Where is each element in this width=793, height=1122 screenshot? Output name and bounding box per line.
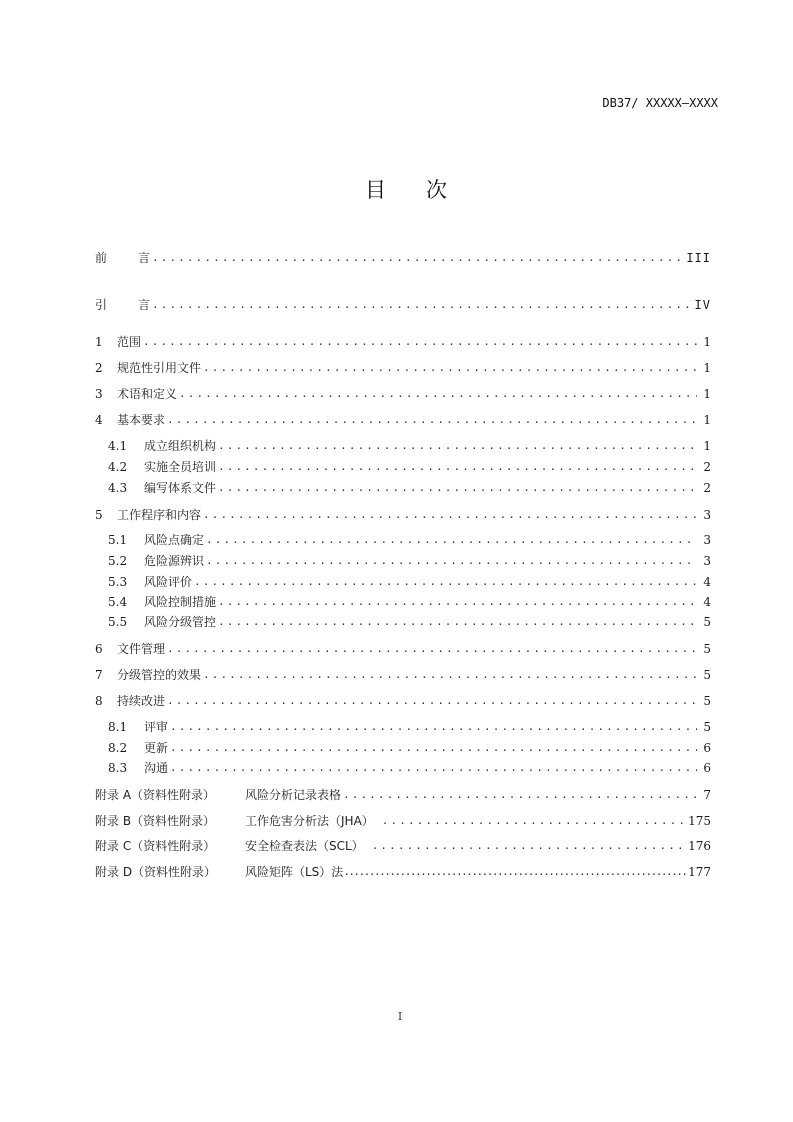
leader-dots bbox=[203, 667, 697, 683]
toc-entry-5-2[interactable] bbox=[108, 553, 711, 569]
toc-page-number: 177 bbox=[688, 865, 711, 879]
toc-page-number: 4 bbox=[703, 595, 711, 609]
toc-page-number: 5 bbox=[703, 668, 711, 682]
toc-page-number: 6 bbox=[703, 741, 711, 755]
toc-page-number: 3 bbox=[703, 554, 711, 568]
toc-page-number: 3 bbox=[703, 533, 711, 547]
toc-entry-2[interactable] bbox=[95, 360, 711, 376]
toc-entry-label: 前 言 bbox=[95, 251, 151, 265]
toc-entry-4-1[interactable] bbox=[108, 438, 711, 454]
toc-entry-6[interactable] bbox=[95, 641, 711, 657]
leader-dots bbox=[218, 480, 697, 496]
toc-section-number: 5.1 bbox=[108, 533, 128, 547]
leader-dots bbox=[343, 787, 701, 803]
toc-section-number: 6 bbox=[95, 642, 103, 656]
leader-dots bbox=[179, 386, 697, 402]
toc-page-number: 3 bbox=[703, 508, 711, 522]
toc-page-number: III bbox=[686, 251, 711, 265]
toc-page-number: 5 bbox=[703, 720, 711, 734]
toc-entry-label: 术语和定义 bbox=[117, 387, 178, 401]
toc-section-number: 2 bbox=[95, 361, 103, 375]
toc-entry-introduction[interactable] bbox=[95, 297, 711, 313]
toc-page-number: 1 bbox=[703, 361, 711, 375]
title-char-1: 目 bbox=[365, 178, 386, 202]
leader-dots bbox=[218, 614, 697, 630]
leader-dots bbox=[218, 438, 697, 454]
toc-entry-label: 风险点确定 bbox=[144, 533, 205, 547]
toc-entry-label: 规范性引用文件 bbox=[117, 361, 202, 375]
toc-section-number: 8.1 bbox=[108, 720, 128, 734]
leader-dots bbox=[152, 250, 680, 266]
toc-entry-label: 风险矩阵（LS）法 bbox=[245, 865, 344, 879]
appendix-prefix: 附录 B（资料性附录） bbox=[95, 814, 216, 828]
toc-entry-label: 危险源辨识 bbox=[144, 554, 205, 568]
leader-dots bbox=[167, 641, 697, 657]
toc-entry-5[interactable] bbox=[95, 507, 711, 523]
page-number: I bbox=[397, 1010, 403, 1023]
toc-entry-1[interactable] bbox=[95, 334, 711, 350]
leader-dots bbox=[372, 838, 686, 854]
page-title bbox=[0, 174, 793, 204]
toc-entry-label: 更新 bbox=[144, 741, 169, 755]
leader-dots bbox=[152, 297, 689, 313]
toc-entry-4[interactable] bbox=[95, 412, 711, 428]
toc-page-number: 2 bbox=[703, 460, 711, 474]
toc-entry-5-1[interactable] bbox=[108, 532, 711, 548]
toc-section-number: 5.2 bbox=[108, 554, 128, 568]
leader-dots bbox=[170, 760, 697, 776]
toc-entry-label: 风险控制措施 bbox=[144, 595, 217, 609]
toc-entry-5-4[interactable] bbox=[108, 594, 711, 610]
toc-entry-5-5[interactable] bbox=[108, 614, 711, 630]
leader-dots bbox=[143, 334, 697, 350]
leader-dots bbox=[343, 864, 686, 880]
toc-entry-8-2[interactable] bbox=[108, 740, 711, 756]
leader-dots bbox=[218, 459, 697, 475]
toc-section-number: 8 bbox=[95, 694, 103, 708]
leader-dots bbox=[218, 594, 697, 610]
leader-dots bbox=[206, 532, 697, 548]
toc-entry-appendix-c[interactable] bbox=[95, 838, 711, 854]
document-code: DB37/ XXXXX—XXXX bbox=[602, 96, 718, 110]
toc-entry-appendix-a[interactable] bbox=[95, 787, 711, 803]
toc-entry-label: 风险分析记录表格 bbox=[245, 788, 342, 802]
toc-entry-appendix-b[interactable] bbox=[95, 813, 711, 829]
toc-section-number: 8.2 bbox=[108, 741, 128, 755]
leader-dots bbox=[167, 693, 697, 709]
toc-page-number: 1 bbox=[703, 335, 711, 349]
toc-entry-label: 范围 bbox=[117, 335, 142, 349]
toc-section-number: 8.3 bbox=[108, 761, 128, 775]
toc-entry-8-3[interactable] bbox=[108, 760, 711, 776]
toc-page-number: 7 bbox=[703, 788, 711, 802]
leader-dots bbox=[167, 412, 697, 428]
toc-page-number: IV bbox=[694, 298, 711, 312]
toc-entry-label: 安全检查表法（SCL） bbox=[245, 839, 364, 853]
toc-entry-label: 实施全员培训 bbox=[144, 460, 217, 474]
toc-entry-label: 基本要求 bbox=[117, 413, 166, 427]
toc-entry-label: 引 言 bbox=[95, 298, 151, 312]
toc-entry-label: 持续改进 bbox=[117, 694, 166, 708]
toc-entry-7[interactable] bbox=[95, 667, 711, 683]
toc-section-number: 4.1 bbox=[108, 439, 128, 453]
toc-entry-appendix-d[interactable] bbox=[95, 864, 711, 880]
appendix-prefix: 附录 A（资料性附录） bbox=[95, 788, 216, 802]
leader-dots bbox=[382, 813, 686, 829]
toc-section-number: 5.5 bbox=[108, 615, 128, 629]
toc-entry-5-3[interactable] bbox=[108, 574, 711, 590]
toc-section-number: 5.3 bbox=[108, 575, 128, 589]
toc-page-number: 5 bbox=[703, 694, 711, 708]
toc-entry-label: 工作程序和内容 bbox=[117, 508, 202, 522]
appendix-prefix: 附录 C（资料性附录） bbox=[95, 839, 216, 853]
toc-section-number: 5 bbox=[95, 508, 103, 522]
toc-page-number: 5 bbox=[703, 615, 711, 629]
toc-entry-4-2[interactable] bbox=[108, 459, 711, 475]
toc-page-number: 175 bbox=[688, 814, 711, 828]
leader-dots bbox=[170, 740, 697, 756]
toc-entry-label: 风险评价 bbox=[144, 575, 193, 589]
toc-section-number: 5.4 bbox=[108, 595, 128, 609]
toc-entry-label: 评审 bbox=[144, 720, 169, 734]
toc-entry-label: 分级管控的效果 bbox=[117, 668, 202, 682]
toc-page-number: 4 bbox=[703, 575, 711, 589]
toc-section-number: 1 bbox=[95, 335, 103, 349]
appendix-prefix: 附录 D（资料性附录） bbox=[95, 865, 217, 879]
toc-page-number: 1 bbox=[703, 387, 711, 401]
toc-page-number: 5 bbox=[703, 642, 711, 656]
toc-page-number: 6 bbox=[703, 761, 711, 775]
toc-entry-foreword[interactable] bbox=[95, 250, 711, 266]
toc-entry-8[interactable] bbox=[95, 693, 711, 709]
toc-section-number: 3 bbox=[95, 387, 103, 401]
toc-section-number: 7 bbox=[95, 668, 103, 682]
toc-entry-4-3[interactable] bbox=[108, 480, 711, 496]
leader-dots bbox=[203, 360, 697, 376]
toc-entry-label: 成立组织机构 bbox=[144, 439, 217, 453]
toc-section-number: 4.3 bbox=[108, 481, 128, 495]
toc-page-number: 176 bbox=[688, 839, 711, 853]
leader-dots bbox=[194, 574, 697, 590]
leader-dots bbox=[170, 719, 697, 735]
toc-entry-label: 风险分级管控 bbox=[144, 615, 217, 629]
toc-entry-3[interactable] bbox=[95, 386, 711, 402]
toc-page-number: 1 bbox=[703, 413, 711, 427]
toc-entry-label: 工作危害分析法（JHA） bbox=[245, 814, 374, 828]
leader-dots bbox=[203, 507, 697, 523]
toc-section-number: 4.2 bbox=[108, 460, 128, 474]
leader-dots bbox=[206, 553, 697, 569]
toc-section-number: 4 bbox=[95, 413, 103, 427]
toc-entry-label: 沟通 bbox=[144, 761, 169, 775]
toc-page-number: 2 bbox=[703, 481, 711, 495]
toc-entry-8-1[interactable] bbox=[108, 719, 711, 735]
toc-page-number: 1 bbox=[703, 439, 711, 453]
title-char-2: 次 bbox=[426, 178, 447, 202]
toc-entry-label: 文件管理 bbox=[117, 642, 166, 656]
toc-entry-label: 编写体系文件 bbox=[144, 481, 217, 495]
